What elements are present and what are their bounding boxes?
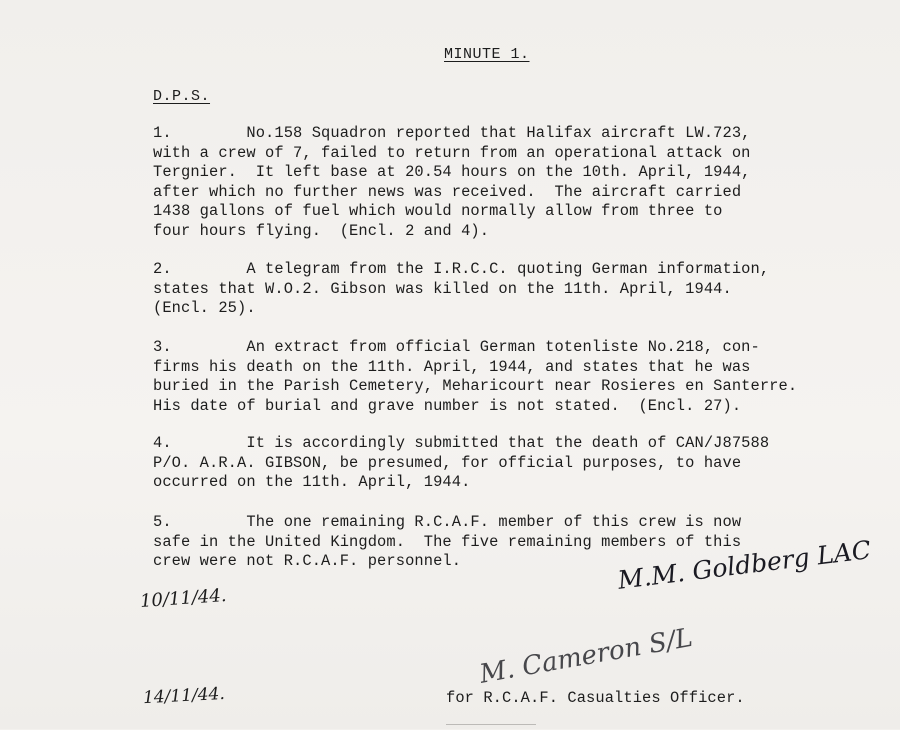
paragraph-line: 1438 gallons of fuel which would normally allow from three to [153, 202, 723, 220]
handwritten-date-2: 14/11/44. [142, 683, 226, 709]
paragraph-4 [153, 434, 853, 493]
signature-cameron: M. Cameron S/L [477, 622, 695, 690]
page-edge-mark [446, 724, 536, 730]
paragraph-line: with a crew of 7, failed to return from an operational attack on [153, 143, 751, 162]
paragraph-line: 3. An extract from official German totenliste No.218, con- [153, 338, 760, 356]
paragraph-line: 1. No.158 Squadron reported that Halifax aircraft LW.723, [153, 124, 751, 142]
paragraph-line: after which no further news was received. The aircraft carried [153, 182, 742, 201]
paragraph-line: crew were not R.C.A.F. personnel. [153, 552, 462, 570]
paragraph-line: firms his death on the 11th. April, 1944, and states that he was [153, 357, 751, 376]
addressee: D.P.S. [153, 88, 211, 105]
paragraph-line: safe in the United Kingdom. The five remaining members of this [153, 532, 742, 551]
paragraph-line: 4. It is accordingly submitted that the death of CAN/J87588 [153, 434, 770, 452]
paragraph-line: 5. The one remaining R.C.A.F. member of this crew is now [153, 513, 742, 531]
paragraph-line: occurred on the 11th. April, 1944. [153, 473, 471, 491]
paragraph-line: His date of burial and grave number is not stated. (Encl. 27). [153, 396, 742, 415]
paragraph-line: four hours flying. (Encl. 2 and 4). [153, 221, 490, 240]
paragraph-line: Tergnier. It left base at 20.54 hours on the 10th. April, 1944, [153, 163, 751, 181]
paragraph-line: P/O. A.R.A. GIBSON, be presumed, for official purposes, to have [153, 453, 742, 472]
paragraph-1 [153, 124, 853, 241]
paragraph-line: 2. A telegram from the I.R.C.C. quoting German information, [153, 260, 770, 278]
paragraph-line: states that W.O.2. Gibson was killed on the 11th. April, 1944. [153, 279, 732, 298]
paragraph-2 [153, 260, 853, 319]
paragraph-3 [153, 338, 853, 416]
paragraph-line: (Encl. 25). [153, 299, 256, 317]
signature-goldberg: M.M. Goldberg LAC [616, 535, 873, 595]
handwritten-date-1: 10/11/44. [139, 585, 228, 612]
officer-line: for R.C.A.F. Casualties Officer. [446, 689, 745, 707]
paragraph-line: buried in the Parish Cemetery, Meharicourt near Rosieres en Santerre. [153, 377, 798, 395]
minute-title: MINUTE 1. [444, 46, 530, 63]
